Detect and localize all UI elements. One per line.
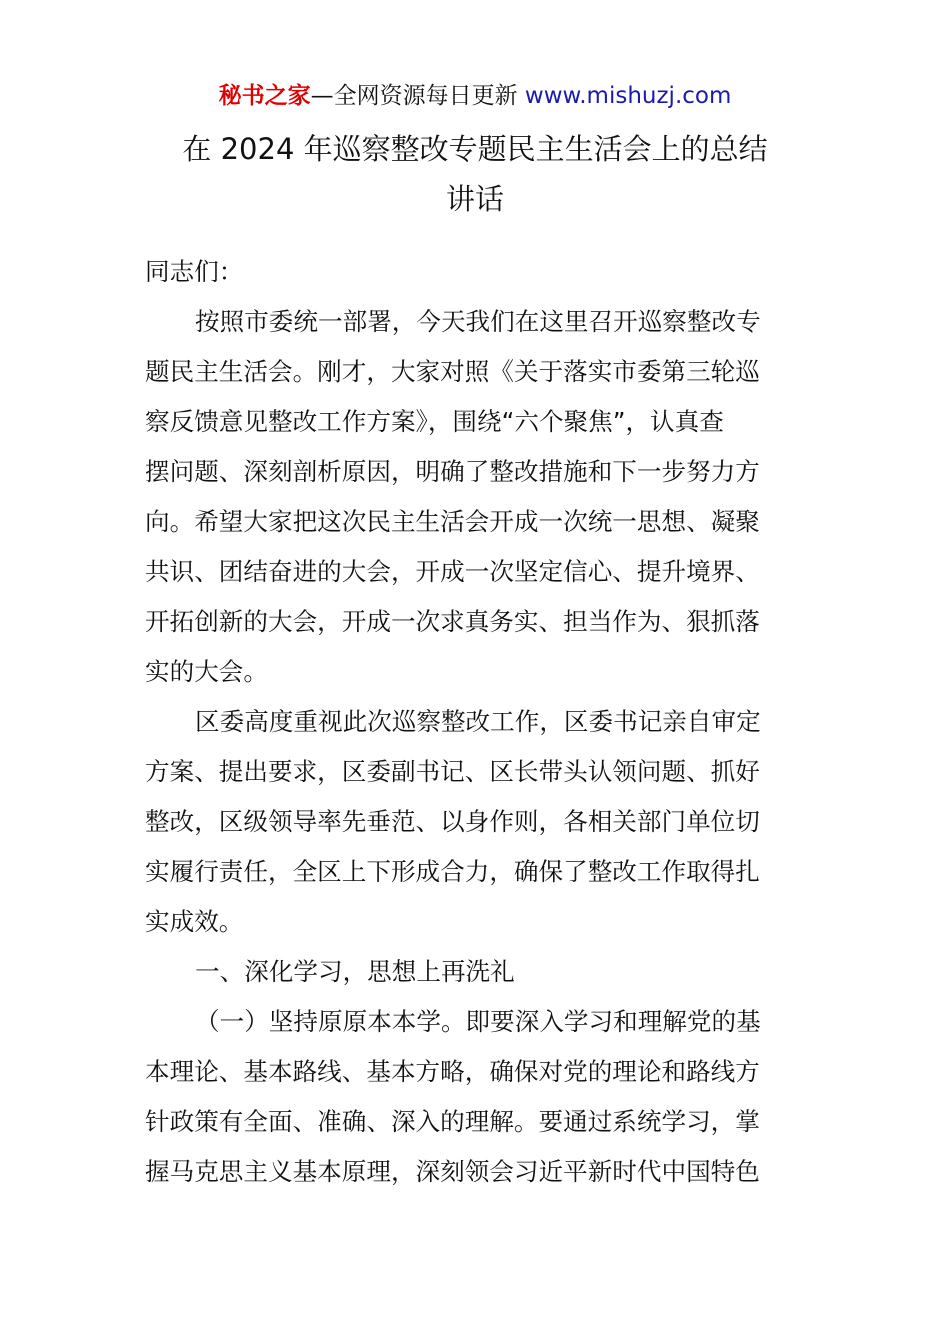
paragraph-line: 整改，区级领导率先垂范、以身作则，各相关部门单位切 (145, 807, 760, 836)
paragraph-line: 按照市委统一部署，今天我们在这里召开巡察整改专 (195, 307, 761, 336)
title-line-1: 在 2024 年巡察整改专题民主生活会上的总结 (182, 132, 768, 166)
salutation: 同志们： (145, 257, 244, 286)
paragraph-line: 方案、提出要求，区委副书记、区长带头认领问题、抓好 (145, 757, 760, 786)
paragraph-line: 握马克思主义基本原理，深刻领会习近平新时代中国特色 (145, 1157, 760, 1186)
paragraph-line: 实成效。 (145, 907, 244, 936)
document-title (110, 124, 840, 224)
paragraph-line: 开拓创新的大会，开成一次求真务实、担当作为、狠抓落 (145, 607, 760, 636)
paragraph-line: 察反馈意见整改工作方案》，围绕“六个聚焦”，认真查 (145, 407, 724, 436)
brand-name: 秘书之家 (218, 83, 311, 109)
header-tagline: —全网资源每日更新 (310, 83, 518, 109)
title-line-2: 讲话 (445, 182, 504, 216)
document-body (145, 247, 811, 1197)
site-url: www.mishuzj.com (524, 83, 732, 109)
paragraph-line: （一）坚持原原本本学。即要深入学习和理解党的基 (195, 1007, 761, 1036)
paragraph-line: 针政策有全面、准确、深入的理解。要通过系统学习，掌 (145, 1107, 760, 1136)
paragraph-line: 区委高度重视此次巡察整改工作，区委书记亲自审定 (195, 707, 761, 736)
paragraph-line: 实履行责任，全区上下形成合力，确保了整改工作取得扎 (145, 857, 760, 886)
paragraph-line: 向。希望大家把这次民主生活会开成一次统一思想、凝聚 (145, 507, 760, 536)
paragraph-line: 本理论、基本路线、基本方略，确保对党的理论和路线方 (145, 1057, 760, 1086)
section-heading: 一、深化学习，思想上再洗礼 (195, 957, 515, 986)
watermark-header (0, 80, 950, 112)
paragraph-line: 题民主生活会。刚才，大家对照《关于落实市委第三轮巡 (145, 357, 760, 386)
paragraph-line: 共识、团结奋进的大会，开成一次坚定信心、提升境界、 (145, 557, 760, 586)
paragraph-line: 摆问题、深刻剖析原因，明确了整改措施和下一步努力方 (145, 457, 760, 486)
paragraph-line: 实的大会。 (145, 657, 268, 686)
